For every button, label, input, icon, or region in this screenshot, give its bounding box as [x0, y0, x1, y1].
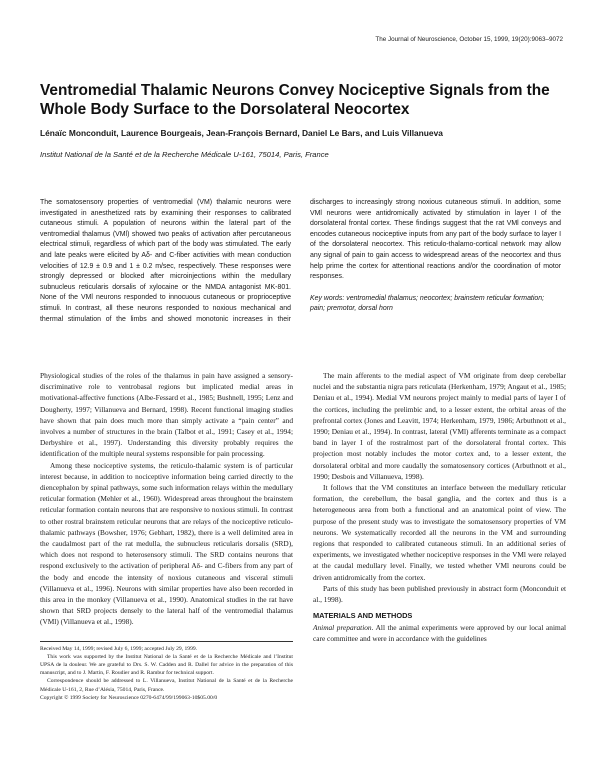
footnote-correspondence: Correspondence should be addressed to L. Villanueva, Institut National de la Santé et de la Recherche Médicale U-161, 2, Rue d’Alésia, 75014, Paris, France. [40, 678, 293, 693]
methods-text: All the animal experiments were approved by our local animal care committee and were in accordance with the guidelines [313, 623, 567, 644]
author-list: Lénaïc Monconduit, Laurence Bourgeais, Jean-François Bernard, Daniel Le Bars, and Luis Villanueva [40, 128, 443, 138]
affiliation: Institut National de la Santé et de la Recherche Médicale U-161, 75014, Paris, France [40, 150, 329, 159]
methods-heading: MATERIALS AND METHODS [313, 611, 413, 621]
methods-paragraph [313, 622, 566, 644]
footnote-received: Received May 14, 1999; revised July 6, 1999; accepted July 29, 1999. [40, 645, 198, 652]
intro-paragraph-5: Parts of this study has been published previously in abstract form (Monconduit et al., 1998). [313, 583, 566, 605]
methods-runin-heading: Animal preparation. [313, 623, 374, 633]
running-head: The Journal of Neuroscience, October 15, 1999, 19(20):9063–9072 [375, 36, 563, 43]
footnotes [40, 641, 293, 702]
footnote-support: This work was supported by the Institut National de la Santé et de la Recherche Médicale and l’Institut UPSA de la douleur. We are grateful to Drs. S. W. Cadden and R. Dallel for advice in the preparation of this manuscript, and to J. Martin, F. Roudier and R. Rambur for technical support. [40, 653, 293, 677]
abstract-text: The somatosensory properties of ventromedial (VM) thalamic neurons were investigated in anesthetized rats by examining their responses to calibrated cutaneous stimuli. A population of neurons within the lateral part of the ventromedial thalamus (VMl) showed two peaks of activation after percutaneous electrical stimuli, regardless of which part of the body was stimulated. The early and late peaks were elicited by Aδ- and C-fiber activities with mean conduction velocities of 12.9 ± 0.9 and 1 ± 0.2 m/sec, respectively. These responses were strongly depressed or blocked after microinjections within the medullary subnucleus reticularis dorsalis of xylocaine or the NMDA antagonist MK-801. None of the VMl neurons responded to innocuous cutaneous or proprioceptive stimuli. In contrast, all these neurons responded to noxious mechanical and thermal stimulation of the limbs and showed monotonic increases in their discharges to increasingly strong noxious cutaneous stimuli. In addition, some VMl neurons were antidromically activated by stimulation in layer I of the dorsolateral frontal cortex. These findings suggest that the rat VMl conveys and encodes cutaneous nociceptive inputs from any part of the body surface to layer I of the dorsolateral neocortex. This reticulo-thalamo-cortical network may allow any signal of pain to gain access to widespread areas of the neocortex and thus help prime the cortex for attentional reactions and/or the coordination of motor responses. [40, 199, 561, 323]
article-body [40, 370, 566, 766]
article-title: Ventromedial Thalamic Neurons Convey Nociceptive Signals from the Whole Body Surface to the Dorsolateral Neocortex [40, 82, 550, 118]
intro-paragraph-3: The main afferents to the medial aspect of VM originate from deep cerebellar nuclei and the substantia nigra pars reticulata (Herkenham, 1979; Angaut et al., 1985; Deniau et al., 1994). Medial VM neurons project mainly to medial parts of layer I of the cortices, including the prelimbic and, to a lesser extent, the orbital areas of the prefrontal cortex (Jones and Leavitt, 1974; Herkenham, 1979, 1986; Arbuthnott et al., 1990; Deniau et al., 1994). In contrast, lateral (VMl) afferents terminate as a compact band in layer I of the rostralmost part of the dorsolateral frontal cortex. This projection most notably includes the motor cortex and, to a lesser extent, the dorsolateral orbital and more caudally the somatosensory cortices (Arbuthnott et al., 1990; Desbois and Villanueva, 1998). [313, 371, 566, 481]
intro-paragraph-1: Physiological studies of the roles of the thalamus in pain have assigned a sensory-discriminative role to ventrobasal regions but implicated medial areas in motivational-affective functions (Albe-Fessard et al., 1985; Bushnell, 1995; Lenz and Dougherty, 1997; Villanueva and Bernard, 1998). Recent functional imaging studies have shown that pain does much more than simply activate a “pain center” and involves a number of structures in the brain (Talbot et al., 1991; Casey et al., 1994; Derbyshire et al., 1997). Understanding this diversity probably requires the identification of the multiple neural systems responsible for pain processing. [40, 371, 293, 459]
abstract [40, 198, 561, 325]
intro-paragraph-4: It follows that the VM constitutes an interface between the medullary reticular formation, the cerebellum, the basal ganglia, and the cortex and thus is a heterogeneous area from both a functional and an anatomical point of view. The purpose of the present study was to investigate the somatosensory properties of VM neurons. We systematically recorded all the neurons in the VM and surrounding regions that responded to calibrated cutaneous stimuli. In an additional series of experiments, we investigated whether nociceptive responses in the VMl were relayed at the caudal medullary level. Finally, we tested whether VMl neurons could be driven antidromically from the cortex. [313, 483, 566, 582]
keywords: Key words: ventromedial thalamus; neocortex; brainstem reticular formation; pain; premotor, dorsal horn [310, 294, 545, 313]
footnote-copyright: Copyright © 1999 Society for Neuroscience 0270-6474/99/199063-10$05.00/0 [40, 694, 218, 701]
intro-paragraph-2: Among these nociceptive systems, the reticulo-thalamic system is of particular interest because, in addition to nociceptive information being carried directly to the diencephalon by spinal pathways, some such information relays within the medullary reticular formation (Mehler et al., 1960). Widespread areas throughout the brainstem reticular formation contain neurons that are responsive to noxious stimuli. In contrast to other rostral brainstem reticular neurons that are relays of the nociceptive reticulo-thalamic pathways (Bowsher, 1976; Gebhart, 1982), there is a well delimited area in the caudalmost part of the rat medulla, the subnucleus reticularis dorsalis (SRD), which does not respond to heterosensory stimuli. The SRD contains neurons that respond exclusively to the activation of peripheral Aδ- and C-fibers from any part of the body and encode the intensity of noxious cutaneous and visceral stimuli (Villanueva et al., 1996). Neurons with similar properties have also been recorded in this area in the monkey (Villanueva et al., 1990). Anatomical studies in the rat have shown that SRD projects densely to the lateral half of the ventromedial thalamus (VMl) (Villanueva et al., 1998). [40, 460, 293, 627]
